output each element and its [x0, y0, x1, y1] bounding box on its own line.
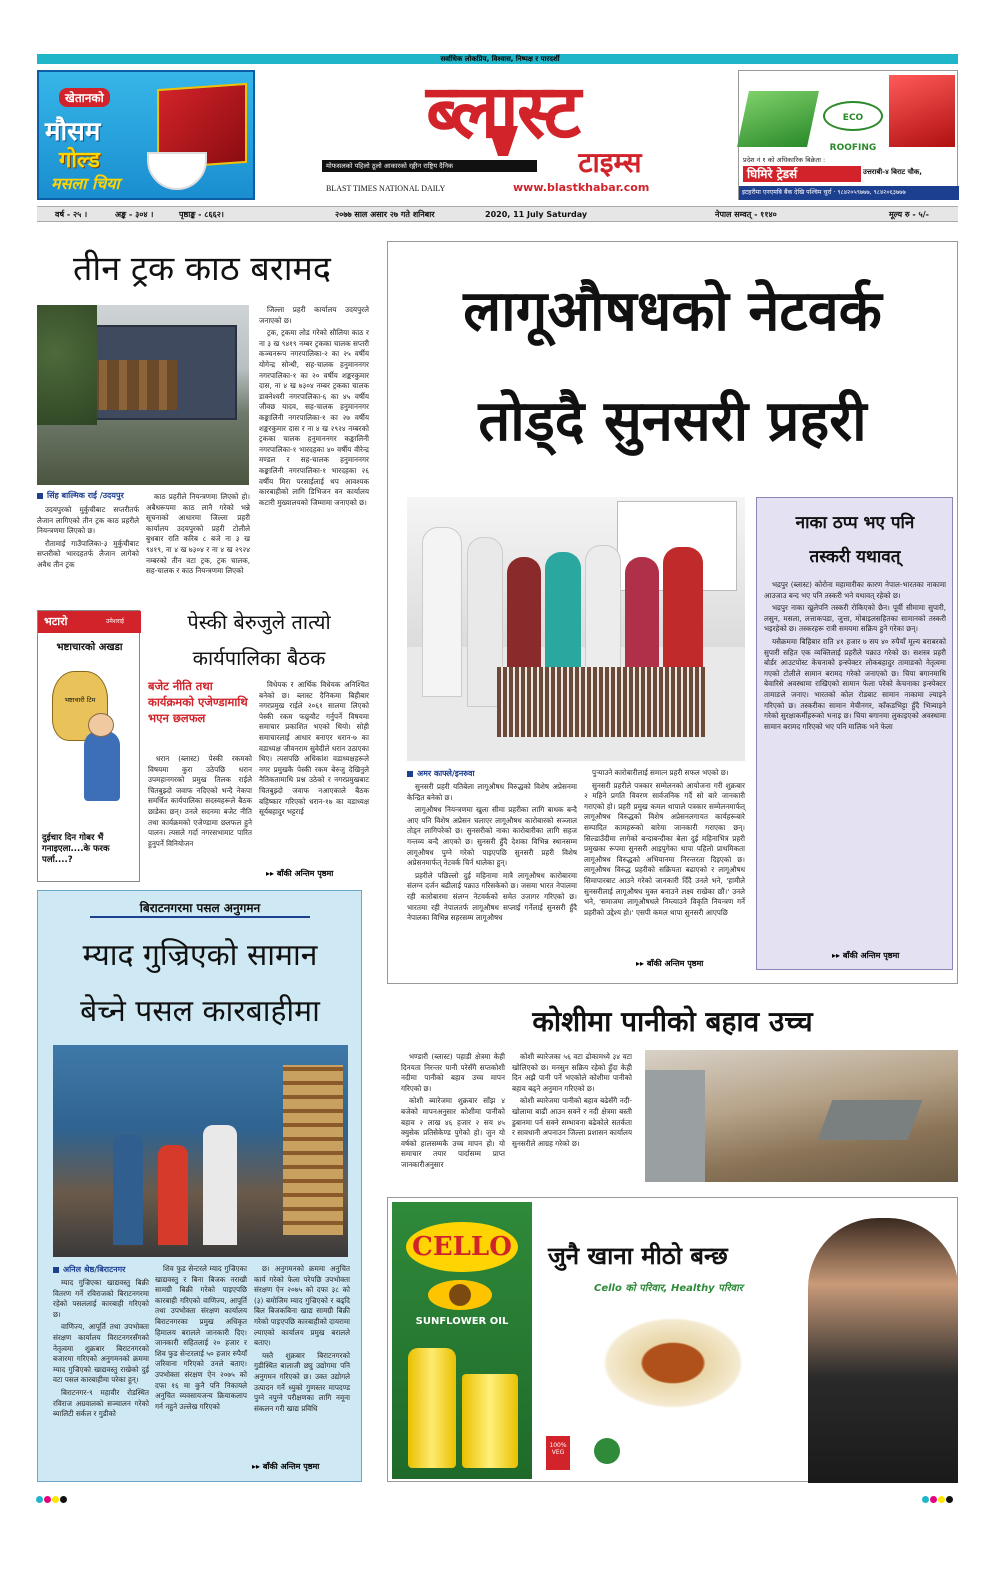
tagline: मोफसलको पहिलो ठूलो आकारको रङ्गीन राष्ट्रिय दैनिक — [322, 160, 537, 172]
main-byline: अमर काफ्ले/इनरुवा — [407, 768, 567, 780]
cmyk-marks-left — [36, 1488, 96, 1498]
english-name: BLAST TIMES NATIONAL DAILY — [326, 184, 446, 193]
logo-emblem-icon — [488, 126, 518, 162]
sidebar-col1: भद्रपुर (ब्लास्ट) कोरोना महामारीका कारण नेपाल-भारतका नाकामा आउजाउ बन्द भए पनि तस्करी भने यथावत् रहेको छ। भद्रपुर नाका खुलेपनि तस्करी रोकिएको छैन। पूर्वी सीमामा सुपारी, लसुन, मसला, लत्ताकपडा, जुत्ता, मोबाइलसहितका सामानको तस्करी भइरहेको छ। तस्करहरू रात्री समयमा सक्रिय हुने गरेका छन्। यसैक्रममा बिहिबार राति ४१ हजार ७ सय ४० रुपैयाँ मूल्य बराबरको सुपारी सहित एक व्यक्तिलाई प्रहरीले पक्राउ गरेको छ। सशस्त्र प्रहरी बोर्डर आउटपोस्ट केचनाको इन्स्पेक्टर लोकबहादुर तामाङको नेतृत्वमा गएको टोलीले सामान बरामद गरेको जनाएको छ। चिया बगानमाथि बेवारिसे अवस्थामा राखिएको सामान फेला परेको केचनाका इन्स्पेक्टर तामाङले जनाए। भारतको कोल रोडबाट सामान नाकामा ल्याइने गरिएको छ। तस्करीका सामान मेचीनगर, काँकडभिट्टा हुँदै भित्र्याइने गरेको सुरक्षाकर्मीहरूको भनाइ छ। चिया बगानमा लुकाइएको अवस्थामा सामान बरामद गरिएको भए पनि मालिक भने फेला — [764, 580, 946, 731]
date-bar — [37, 206, 958, 222]
nepali-date: २०७७ साल असार २७ गते शनिबार — [335, 210, 435, 219]
shop-col3: छ। अनुगमनको क्रममा अनुचित कार्य गरेको फेला परेपछि उपभोक्ता संरक्षण ऐन २०७५ को दफा ३८ को (३) बमोजिम म्याद गुज्रिएको र बढ्दि बिल बिजकबिना खाद्य सामग्री बिक्री गरेको पाइएपछि कारबाहीको दायरामा ल्याएको कार्यालय प्रमुख बरालले बताए। यस्तै शुक्रबार बिराटनगरको गुडीस्थित बालाजी छ्यु उद्योगमा पनि अनुगमन गरिएको छ। उक्त उद्योगले उत्पादन गर्ने ध्युको गुणस्तर मापदण्ड पुग्ने नपुग्ने परीक्षणका लागि नमूना संकलन गरी खाद्य प्रविधि — [254, 1264, 350, 1413]
cartoon-sub: उमेशराई — [106, 618, 124, 625]
arrested-suspects-photo — [407, 497, 745, 761]
right-ad-contact: इटहरीमा एनएमबि बैंक देखि पश्चिम चुर्रा · ९८४२०५९७७७, ९८४२०६३७७७ — [739, 186, 959, 200]
veg-badge: 100% VEG — [546, 1436, 570, 1470]
cartoon-man-image — [84, 731, 120, 801]
left-ad-line3: मसला चिया — [51, 174, 120, 193]
cartoon-panel[interactable] — [37, 610, 140, 882]
sidebar-headline2[interactable]: तस्करी यथावत् — [809, 547, 901, 567]
timber-headline[interactable]: तीन ट्रक काठ बरामद — [73, 249, 331, 289]
timber-byline: सिंह बाल्मिक राई /उदयपुर — [37, 490, 249, 502]
cartoon-bag-text: भष्टाचारी टिम — [64, 696, 96, 704]
advance-headline1[interactable]: पेस्की बेरुजुले तात्यो — [187, 610, 331, 634]
right-ad-eco-roofing[interactable] — [738, 70, 958, 200]
main-col2: पुऱ्याउने कारोबारीलाई समात्न प्रहरी सफल भएको छ। सुनसरी प्रहरीले पत्रकार सम्मेलनको आयोजना गरी शुक्रबार २ महिने प्रगति विवरण सार्वजनिक गर्दै सो बारे जानकारी गराएको हो। प्रहरी प्रमुख कमल थापाले पत्रकार सम्मेलनमार्फत् लागूऔषध विरुद्धको विशेष अप्रेसनलगायत कार्यहरूबारे सम्पादित कामहरूको बारेमा जानकारी गराएका छन्। सिल्डाउँदीमा लागेको बन्दाबन्दीका बेला दुई महिनाभित्र प्रहरी प्रमुखका रूपमा सुनसरी आइपुगेका थापा पहिलो प्राथमिकता लागूऔषध विरुद्धको अभियानमा निरन्तरता दिइएको छ। लागूऔषध विरुद्ध प्रहरीको सक्रियता बढाएको र लागूऔषध सिमापारबाट आउने गरेको जानकारी दिँदै उनले भने, 'हामीले सुनसरीलाई लागूऔषध मुक्त बनाउने लक्ष्य राखेका छौं।' उनले भने, 'समाजमा लागूऔषधले निम्त्याउने विकृति नियन्त्रण गर्ने प्रहरीको उद्देश्य हो।' एसपी कमल थापा सुनसरी आएपछि — [584, 768, 745, 917]
shop-inspection-photo — [53, 1045, 348, 1257]
shop-label: बिराटनगरमा पसल अनुगमन — [90, 898, 310, 918]
cartoon-man-head — [88, 713, 114, 737]
cartoon-caption: दुईचार दिन गोबर भैं गनाइएला....के फरक पर्ला....? — [42, 833, 110, 865]
shop-headline1[interactable]: म्याद गुज्रिएको सामान — [82, 938, 318, 973]
advance-col1: धरान (ब्लास्ट) पेस्की रकमको विषयमा कुरा उठेपछि धरान उपमहानगरको प्रमुख तिलक राईले चितबुझ्दो जवाफ नदिएको भन्दै नेकपा समर्थित कार्यपालिका सदस्यहरूले बैठक छाडेका छन्। उनले सदनमा बजेट नीति तथा कार्यक्रमको एजेण्डामा छलफल हुने पालन। त्यसले गर्दा नगरसभामाट पारित हुनुपर्ने विनियोजन — [148, 754, 252, 848]
cello-subline: Cello को परिवार, Healthy परिवार — [594, 1283, 743, 1294]
cartoon-label: भटारो — [38, 611, 141, 633]
main-headline2[interactable]: तोड्दै सुनसरी प्रहरी — [478, 389, 867, 454]
kosi-col1: भण्डारी (ब्लास्ट) पहाडी क्षेत्रमा केही दिनयता निरन्तर पानी परेसँगै सप्तकोशी नदीमा पानीको बहाव उच्च मापन गरिएको छ। कोशी ब्यारेजमा शुक्रबार साँझ ४ बजेको मापनअनुसार कोशीमा पानीको बहाव २ लाख ४६ हजार २ सय ४५ क्युसेक प्रतिसेकेण्ड पुगेको हो। जुन यो वर्षको हालसम्मकै उच्च मापन हो। यो समाचार तयार पार्दासम्म प्राप्त जानकारीअनुसार — [401, 1052, 505, 1169]
right-ad-address: उत्तराबी-४ बिराट चौक, — [863, 168, 922, 176]
cello-oil: SUNFLOWER OIL — [415, 1316, 509, 1327]
left-ad-line1: मौसम — [45, 117, 101, 147]
kosi-headline[interactable]: कोशीमा पानीको बहाव उच्च — [532, 1005, 813, 1038]
main-continued[interactable]: ▸▸ बाँकी अन्तिम पृष्ठमा — [636, 959, 704, 968]
tea-cup-image — [147, 152, 207, 190]
left-ad-brand: खेतानको — [59, 88, 110, 107]
oil-bottle-image — [408, 1348, 456, 1468]
cello-brand: CELLO — [406, 1222, 518, 1272]
price: मूल्य रु - ५/- — [889, 210, 929, 219]
food-plate-image — [588, 1308, 758, 1418]
advance-col2: विधेयक र आर्थिक विधेयक अनिश्चित बनेको छ। ब्लास्ट दैनिकमा बिहीबार नगरप्रमुख राईले २०६१ सालमा लिएको पेस्की रकम फछ्र्यौट गर्नुपर्ने विषयमा समाचार प्रकाशित भएको थियो। सोही समाचारलाई आधार बनाएर धरान-७ का वडाध्यक्ष जीवनराम सुवेदीले धरान उठाएका थिए। त्यसपछि अधिकांश वडाध्यक्षहरूले नगर प्रमुखकै पेस्की रकम बेरुजु देखिनुले नैतिकतामाथि प्रश्न उठेको र नगरप्रमुखबाट चितबुझ्दो जवाफ नआएकाले बैठक बहिष्कार गरिएको धरान-१७ का वडाध्यक्ष सूर्यबहादुर भट्टराई — [259, 680, 369, 817]
volume: वर्ष - २५ । — [55, 210, 88, 219]
main-col1: सुनसरी प्रहरी यतिबेला लागूऔषध विरुद्धको विशेष अप्रेसनमा केन्द्रित बनेको छ। लागूऔषध नियन्त्रणमा खुला सीमा प्रहरीका लागि बाधक बन्दै आए पनि विशेष अप्रेसन चलाएर लागूऔषध कारोबारको सञ्जाल तोड्न लागिपरेको छ। सुनसरीको नाका कारोबारीका लागि सहज गन्तव्य बन्दै आएको छ। सुनसरी हुँदै देशका विभिन्न स्थानसम्म लागूऔषध पुग्ने गरेको पाइएपछि सुनसरी प्रहरी विशेष अप्रेसनमार्फत् नेटवर्क चिर्न थालेका हुन्। प्रहरीले पछिल्लो दुई महिनामा मात्रै लागूऔषध कारोबारमा संलग्न दर्जन बढीलाई पक्राउ गरिसकेको छ। जसमा भारत नेपालमा रही कारोबारमा संलग्न नेटवर्कको समेत उजागर गरिएको छ। भारतमा रही नेपालतर्फ लागूऔषध सप्लाई गर्नेलाई सुनसरी हुँदै नेपालका विभिन्न सहरसम्म लागूऔषध — [407, 782, 577, 923]
left-ad-line2: गोल्ड — [59, 148, 100, 173]
nepal-samvat: नेपाल सम्वत् - ११४० — [715, 210, 777, 219]
shop-col2: शिव फुड सेन्टरले म्याद गुज्रिएका खाद्यवस्तु र बिना बिजक नराखी सामग्री बिक्री गरेको पाइएपछि कारबाही गरिएको वाणिज्य, आपूर्ति तथा उपभोक्ता संरक्षण कार्यालय बिराटनगरका प्रमुख अधिकृत हिमालय बरालले जानकारी दिए। जानकारी सहितलाई २० हजार र शिव फुड सेन्टरलाई ५० हजार रुपैयाँ जरिवाना गरिएको उनले बताए। उपभोक्ता संरक्षण ऐन २०७५ को दफा १६ मा कुनै पनि निकायले अनुचित व्यवसायजन्य क्रियाकलाप गर्न नहुने उल्लेख गरिएको — [155, 1264, 247, 1411]
eco-logo: ECO ROOFING — [823, 101, 883, 131]
sidebar-continued[interactable]: ▸▸ बाँकी अन्तिम पृष्ठमा — [832, 951, 900, 960]
advance-headline2[interactable]: कार्यपालिका बैठक — [192, 646, 326, 670]
kosi-col2: कोशी ब्यारेजका ५६ वटा ढोकामध्ये ३४ वटा खोलिएको छ। मनसुन सक्रिय रहेको हुँदा केही दिन अझै पानी पर्ने भएकोले कोशीमा पानीको बहाव बढ्ने अनुमान गरिएको छ। कोशी ब्यारेजमा पानीको बहाव बढेसँगै नदी-खोलामा बाढी आउन सक्ने र नदी क्षेत्रमा बस्ती डुबानमा पर्न सक्ने सम्भावना बढेकोले सतर्कता र सावधानी अपनाउन जिल्ला प्रशासन कार्यालय सुनसरीले आग्रह गरेको छ। — [512, 1052, 632, 1148]
roof-image-green — [737, 91, 819, 147]
shop-headline2[interactable]: बेच्ने पसल कारबाहीमा — [80, 994, 320, 1029]
main-headline1[interactable]: लागूऔषधको नेटवर्क — [463, 279, 882, 344]
model-image — [808, 1218, 958, 1483]
right-ad-name: घिमिरे ट्रेडर्स — [743, 166, 861, 182]
cmyk-marks-right — [922, 1488, 962, 1498]
roof-image-red — [889, 75, 955, 147]
timber-col1: उदयपुरको मुर्कुचीबाट सप्तरीतर्फ लैजान लागिएको तीन ट्रक काठ प्रहरीले नियन्त्रणमा लिएको छ। रौतामाई गाउँपालिका-३ मुर्कुचीबाट सप्तरीको भारदहतर्फ लैजान लागेको अवैध तीन ट्रक — [37, 505, 139, 569]
cello-oil-ad[interactable] — [387, 1197, 958, 1482]
pages: पृष्ठाङ्क - ८६६२। — [179, 210, 224, 219]
shop-col1: म्याद गुज्रिएका खाद्यवस्तु बिक्री वितरण गर्ने रविराजको बिराटनगरमा रहेको पसललाई कारबाही गरिएको छ। वाणिज्य, आपूर्ति तथा उपभोक्ता संरक्षण कार्यालय विराटनगरसँगको नेतृत्वमा शुक्रबार बिराटनगरको बजारमा गरिएको अनुगमनको क्रममा म्याद गुज्रिएको खाद्यवस्तु राखेको दुई वटा पसल कारबाहीमा परेका हुन्। बिराटनगर-९ महावीर रोडस्थित रविराज अग्रवालको सञ्चालन गरेको ब्यालिटी सर्कल र गुडीको — [53, 1278, 149, 1419]
masthead-top-line: सर्वाधिक लोकप्रिय, विश्वास, निष्पक्ष र पारदर्शी — [440, 55, 560, 63]
issue: अङ्क - ३०४ । — [115, 210, 154, 219]
advance-continued[interactable]: ▸▸ बाँकी अन्तिम पृष्ठमा — [266, 869, 334, 878]
shop-byline: अनिल श्रेष्ठ/बिराटनगर — [53, 1264, 161, 1276]
timber-col2: काठ प्रहरीले नियन्त्रणमा लिएको हो। अबैधरूपमा काठ लानै गरेको भन्ने सूचनाको आधारमा जिल्ला प्रहरी कार्यालय उदयपुरको प्रहरी टोलीले बुधबार राति करिब ८ बजे ना ३ ख ९४१९, ना ४ ख ७३०४ र ना ४ ख २९२४ नम्बरको तीन वटा ट्रक, ट्रक चालक, सह-चालक र काठ नियन्त्रणमा लिएको — [146, 492, 250, 576]
cartoon-title: भष्टाचारको अखडा — [56, 642, 123, 653]
sidebar-headline1[interactable]: नाका ठप्प भए पनि — [795, 513, 915, 533]
right-ad-small: प्रदेश नं १ को अधिकारिक बिक्रेता : — [743, 156, 826, 164]
website-link[interactable]: www.blastkhabar.com — [513, 181, 650, 194]
timber-trucks-photo — [37, 305, 249, 485]
advance-subhead: बजेट नीति तथा कार्यक्रमको एजेण्डामाथि भएन छलफल — [148, 679, 248, 725]
sunflower-icon — [428, 1280, 492, 1310]
shop-continued[interactable]: ▸▸ बाँकी अन्तिम पृष्ठमा — [252, 1462, 320, 1471]
kosi-river-photo — [645, 1050, 958, 1182]
logo-sub-text: टाइम्स — [578, 146, 642, 179]
oil-pouch-image — [462, 1374, 518, 1468]
logo-text: ब्लास्ट — [425, 69, 580, 155]
cello-tagline: जुनै खाना मीठो बन्छ — [548, 1242, 728, 1270]
share-icon — [594, 1438, 620, 1464]
timber-col3: जिल्ला प्रहरी कार्यालय उदयपुरले जनाएको छ। ट्रक, ट्रकमा लोड गरेको सौलिया काठ र ना ३ ख ९४१९ नम्बर ट्रकका चालक सप्तरी कञ्चनरूप नगरपालिका-२ का २५ वर्षीय योगेन्द्र सोन्थी, सह-चालक हनुमाननगर नगरपालिका-१ का २० वर्षीय शङ्करकुमार दास, ना ४ ख ७३०४ नम्बर ट्रकका चालक डाक्नेश्वरी नगरपालिका-६ का ४५ वर्षीय जीवछ यादव, सह-चालक हनुमाननगर कङ्कालिनी नगरपालिका-१ का २७ वर्षीय शङ्करकुमार दास र ना ४ ख २९२४ नम्बरको ट्रकका चालक हनुमाननगर कङ्कालिनी नगरपालिका-१ भारदहका ४० वर्षीय वीरेन्द्र मण्डल र सह-चालक हनुमाननगर कङ्कालिनी नगरपालिका-१ भारदहका २६ वर्षीय मिरा परसाईलाई थप आवश्यक कारबाहीको लागि डिभिजन वन कार्यालय कटारी मुख्यालयको जिम्मामा जनाएको छ। — [259, 305, 369, 507]
english-date: 2020, 11 July Saturday — [485, 210, 588, 219]
left-ad-masala-tea[interactable] — [37, 70, 255, 200]
